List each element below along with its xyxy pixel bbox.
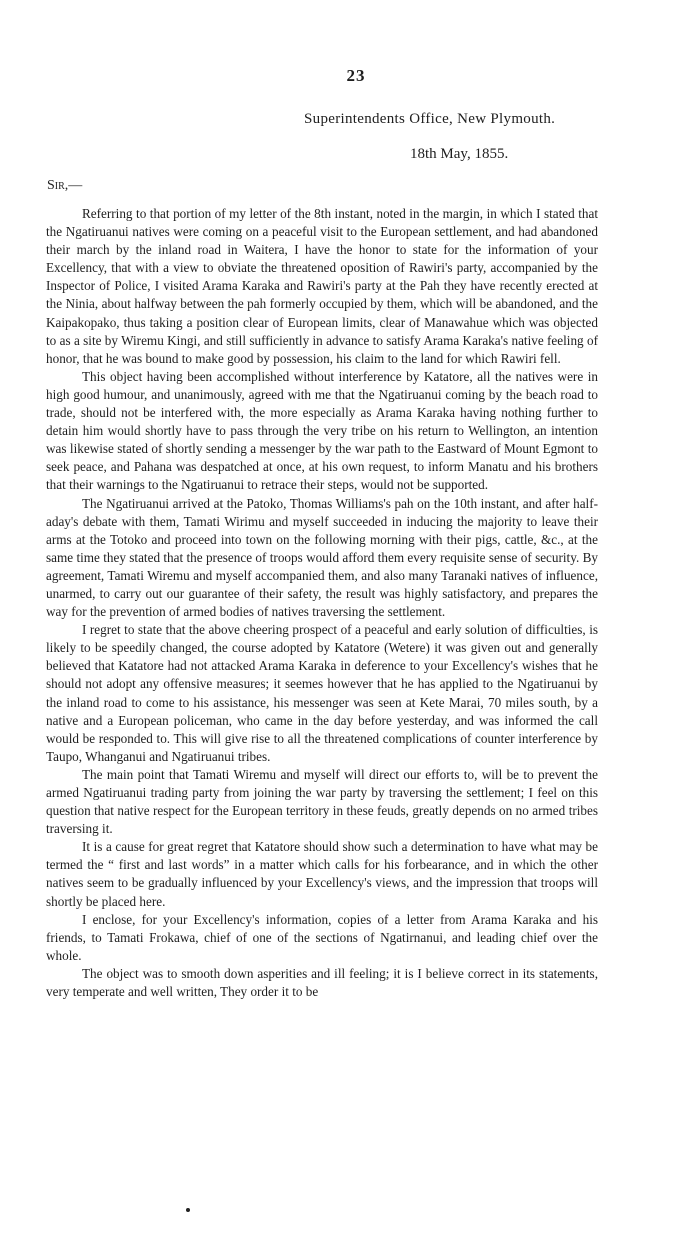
paragraph-2: This object having been accomplished without interference by Katatore, all the natives were in high good humour, and unanimously, agreed with me that the Ngatiruanui coming by the beach road to trade, should not be interfered with, the more especially as Arama Karaka having nothing further to detain him would shortly have to pass through the very tribe on his return to Wellington, an intention was likewise stated of shortly sending a messenger by the war path to the Eastward of Mount Egmont to seek peace, and Pahana was despatched at once, at his own request, to inform Manatu and his brothers that their warnings to the Ngatiruanui to retrace their steps, would not be supported.	[46, 368, 598, 493]
print-mark-dot	[186, 1208, 190, 1212]
paragraph-6: It is a cause for great regret that Katatore should show such a determination to have what may be termed the “ first and last words” in a matter which calls for his forbearance, and in which the other natives seem to be gradually influenced by your Excellency's views, and the impression that troops will shortly be placed here.	[46, 839, 598, 909]
paragraph-5: The main point that Tamati Wiremu and myself will direct our efforts to, will be to prevent the armed Ngatiruanui trading party from joining the war party by traversing the settlement; I feel on this question that native respect for the European territory in these feuds, greatly depends on no armed tribes traversing it.	[46, 766, 598, 837]
paragraph-4: I regret to state that the above cheering prospect of a peaceful and early solution of difficulties, is likely to be speedily changed, the course adopted by Katatore (Wetere) it was given out and generally believed that Katatore had not attacked Arama Karaka in deference to your Excellency's wishes that he should not adopt any offensive measures; it seemes however that he has applied to the Ngatiruanui by the inland road to come to his assistance, his messenger was seen at Kete Marai, 70 miles south, by a native and a European policeman, who came in the day before yesterday, and was informed the call would be responded to. This will give rise to all the threatened complications of counter interference by Taupo, Whanganui and Ngatiruanui tribes.	[46, 622, 598, 764]
office-heading: Superintendents Office, New Plymouth.	[304, 111, 556, 127]
letter-date: 18th May, 1855.	[410, 146, 509, 162]
paragraph-7: I enclose, for your Excellency's information, copies of a letter from Arama Karaka and his friends, to Tamati Frokawa, chief of one of the sections of Ngatirnanui, and leading chief over the whole.	[46, 911, 598, 963]
paragraph-8: The object was to smooth down asperities and ill feeling; it is I believe correct in its statements, very temperate and well written, They order it to be	[46, 965, 598, 1000]
page-number: 23	[346, 66, 366, 85]
paragraph-3: The Ngatiruanui arrived at the Patoko, Thomas Williams's pah on the 10th instant, and after half-aday's debate with them, Tamati Wirimu and myself succeeded in inducing the majority to leave their arms at the Totoko and proceed into town on the following morning with their pigs, cattle, &c., at the same time they stated that the presence of troops would afford them every requisite sense of security. By agreement, Tamati Wiremu and myself accompanied them, and also many Taranaki natives of influence, unarmed, to carry out our guarantee of their safety, the result was highly satisfactory, and prepares the way for the prevention of armed bodies of natives traversing the settlement.	[46, 495, 598, 620]
salutation: Sir,—	[47, 178, 83, 193]
letter-body	[46, 205, 598, 1001]
paragraph-1: Referring to that portion of my letter of the 8th instant, noted in the margin, in which I stated that the Ngatiruanui natives were coming on a peaceful visit to the European settlement, and had abandoned their march by the inland road in Waitera, I have the honor to state for the information of your Excellency, that with a view to obviate the threatened oposition of Rawiri's party, accompanied by the Inspector of Police, I visited Arama Karaka and Rawiri's party at the Pah they have recently erected at the Ninia, about halfway between the pah formerly occupied by them, which will be abandoned, and the Kaipakopako, thus taking a position clear of European limits, clear of Manawahue which was objected to as a site by Wiremu Kingi, and still sufficiently in advance to satisfy Arama Karaka's native feeling of honor, that he was bound to make good by possession, his claim to the land for which Rawiri fell.	[46, 206, 598, 366]
